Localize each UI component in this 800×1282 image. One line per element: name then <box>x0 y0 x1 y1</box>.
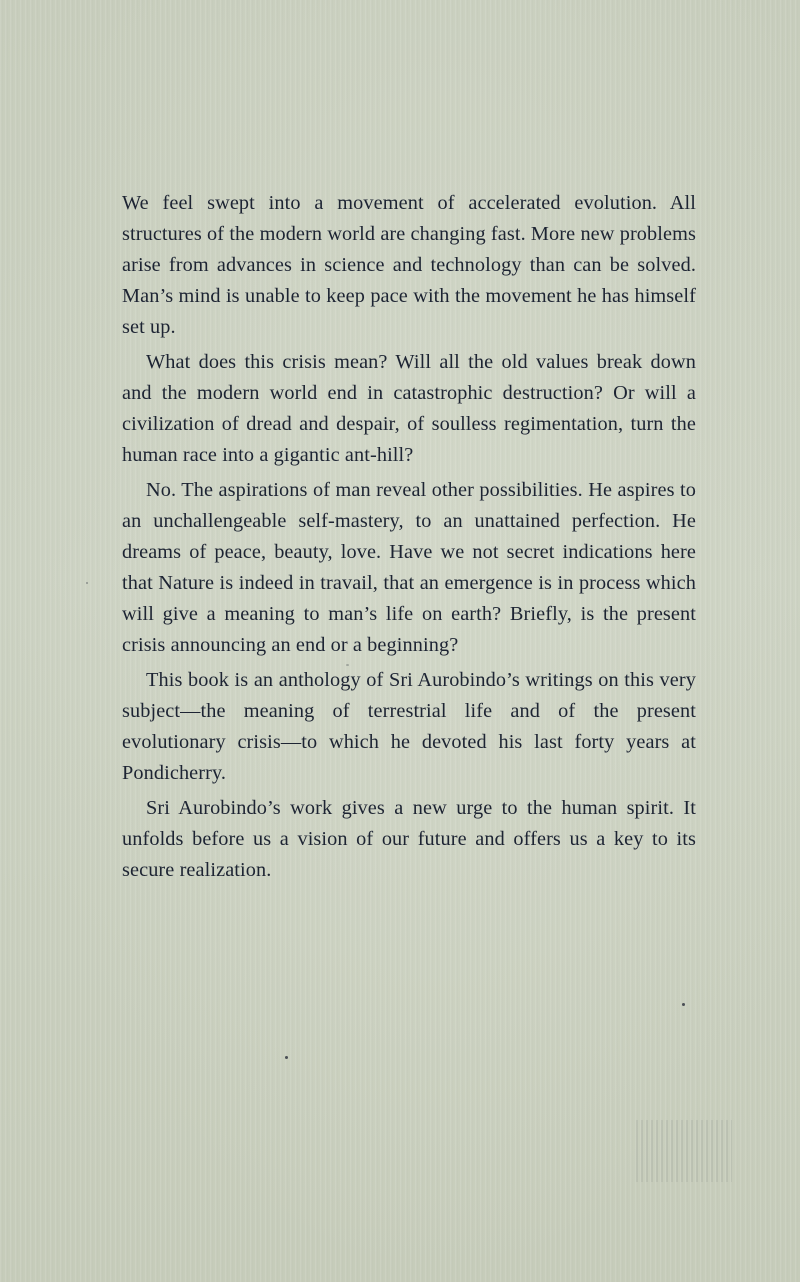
blurb-paragraph-4: This book is an anthology of Sri Aurobindo’s writings on this very subject—the meaning of terrestrial life and of the present evolutionary crisis—to which he devoted his last forty years at Pondicherry. <box>122 669 696 784</box>
paper-speck <box>86 582 88 584</box>
paper-speck <box>346 664 349 666</box>
blurb-paragraph-2: What does this crisis mean? Will all the old values break down and the modern world end in catastrophic destruction? Or will a civilization of dread and despair, of soulless regimentation, turn the human race into a gigantic ant-hill? <box>122 351 696 466</box>
blurb-paragraph-5: Sri Aurobindo’s work gives a new urge to the human spirit. It unfolds before us a vision of our future and offers us a key to its secure realization. <box>122 797 696 881</box>
blurb-paragraph-1: We feel swept into a movement of accelerated evolution. All structures of the modern world are changing fast. More new problems arise from advances in science and technology than can be solved. Man’s mind is unable to keep pace with the movement he has himself set up. <box>122 192 696 338</box>
paper-speck <box>285 1056 288 1059</box>
cover-blurb <box>122 188 696 890</box>
blurb-paragraph-3: No. The aspirations of man reveal other possibilities. He aspires to an unchallengeable self-mastery, to an unattained perfection. He dreams of peace, beauty, love. Have we not secret indications here that Nature is indeed in travail, that an emergence is in process which will give a meaning to man’s life on earth? Briefly, is the present crisis announcing an end or a beginning? <box>122 479 696 656</box>
faint-barcode-mark <box>636 1120 732 1182</box>
paper-speck <box>682 1003 685 1006</box>
